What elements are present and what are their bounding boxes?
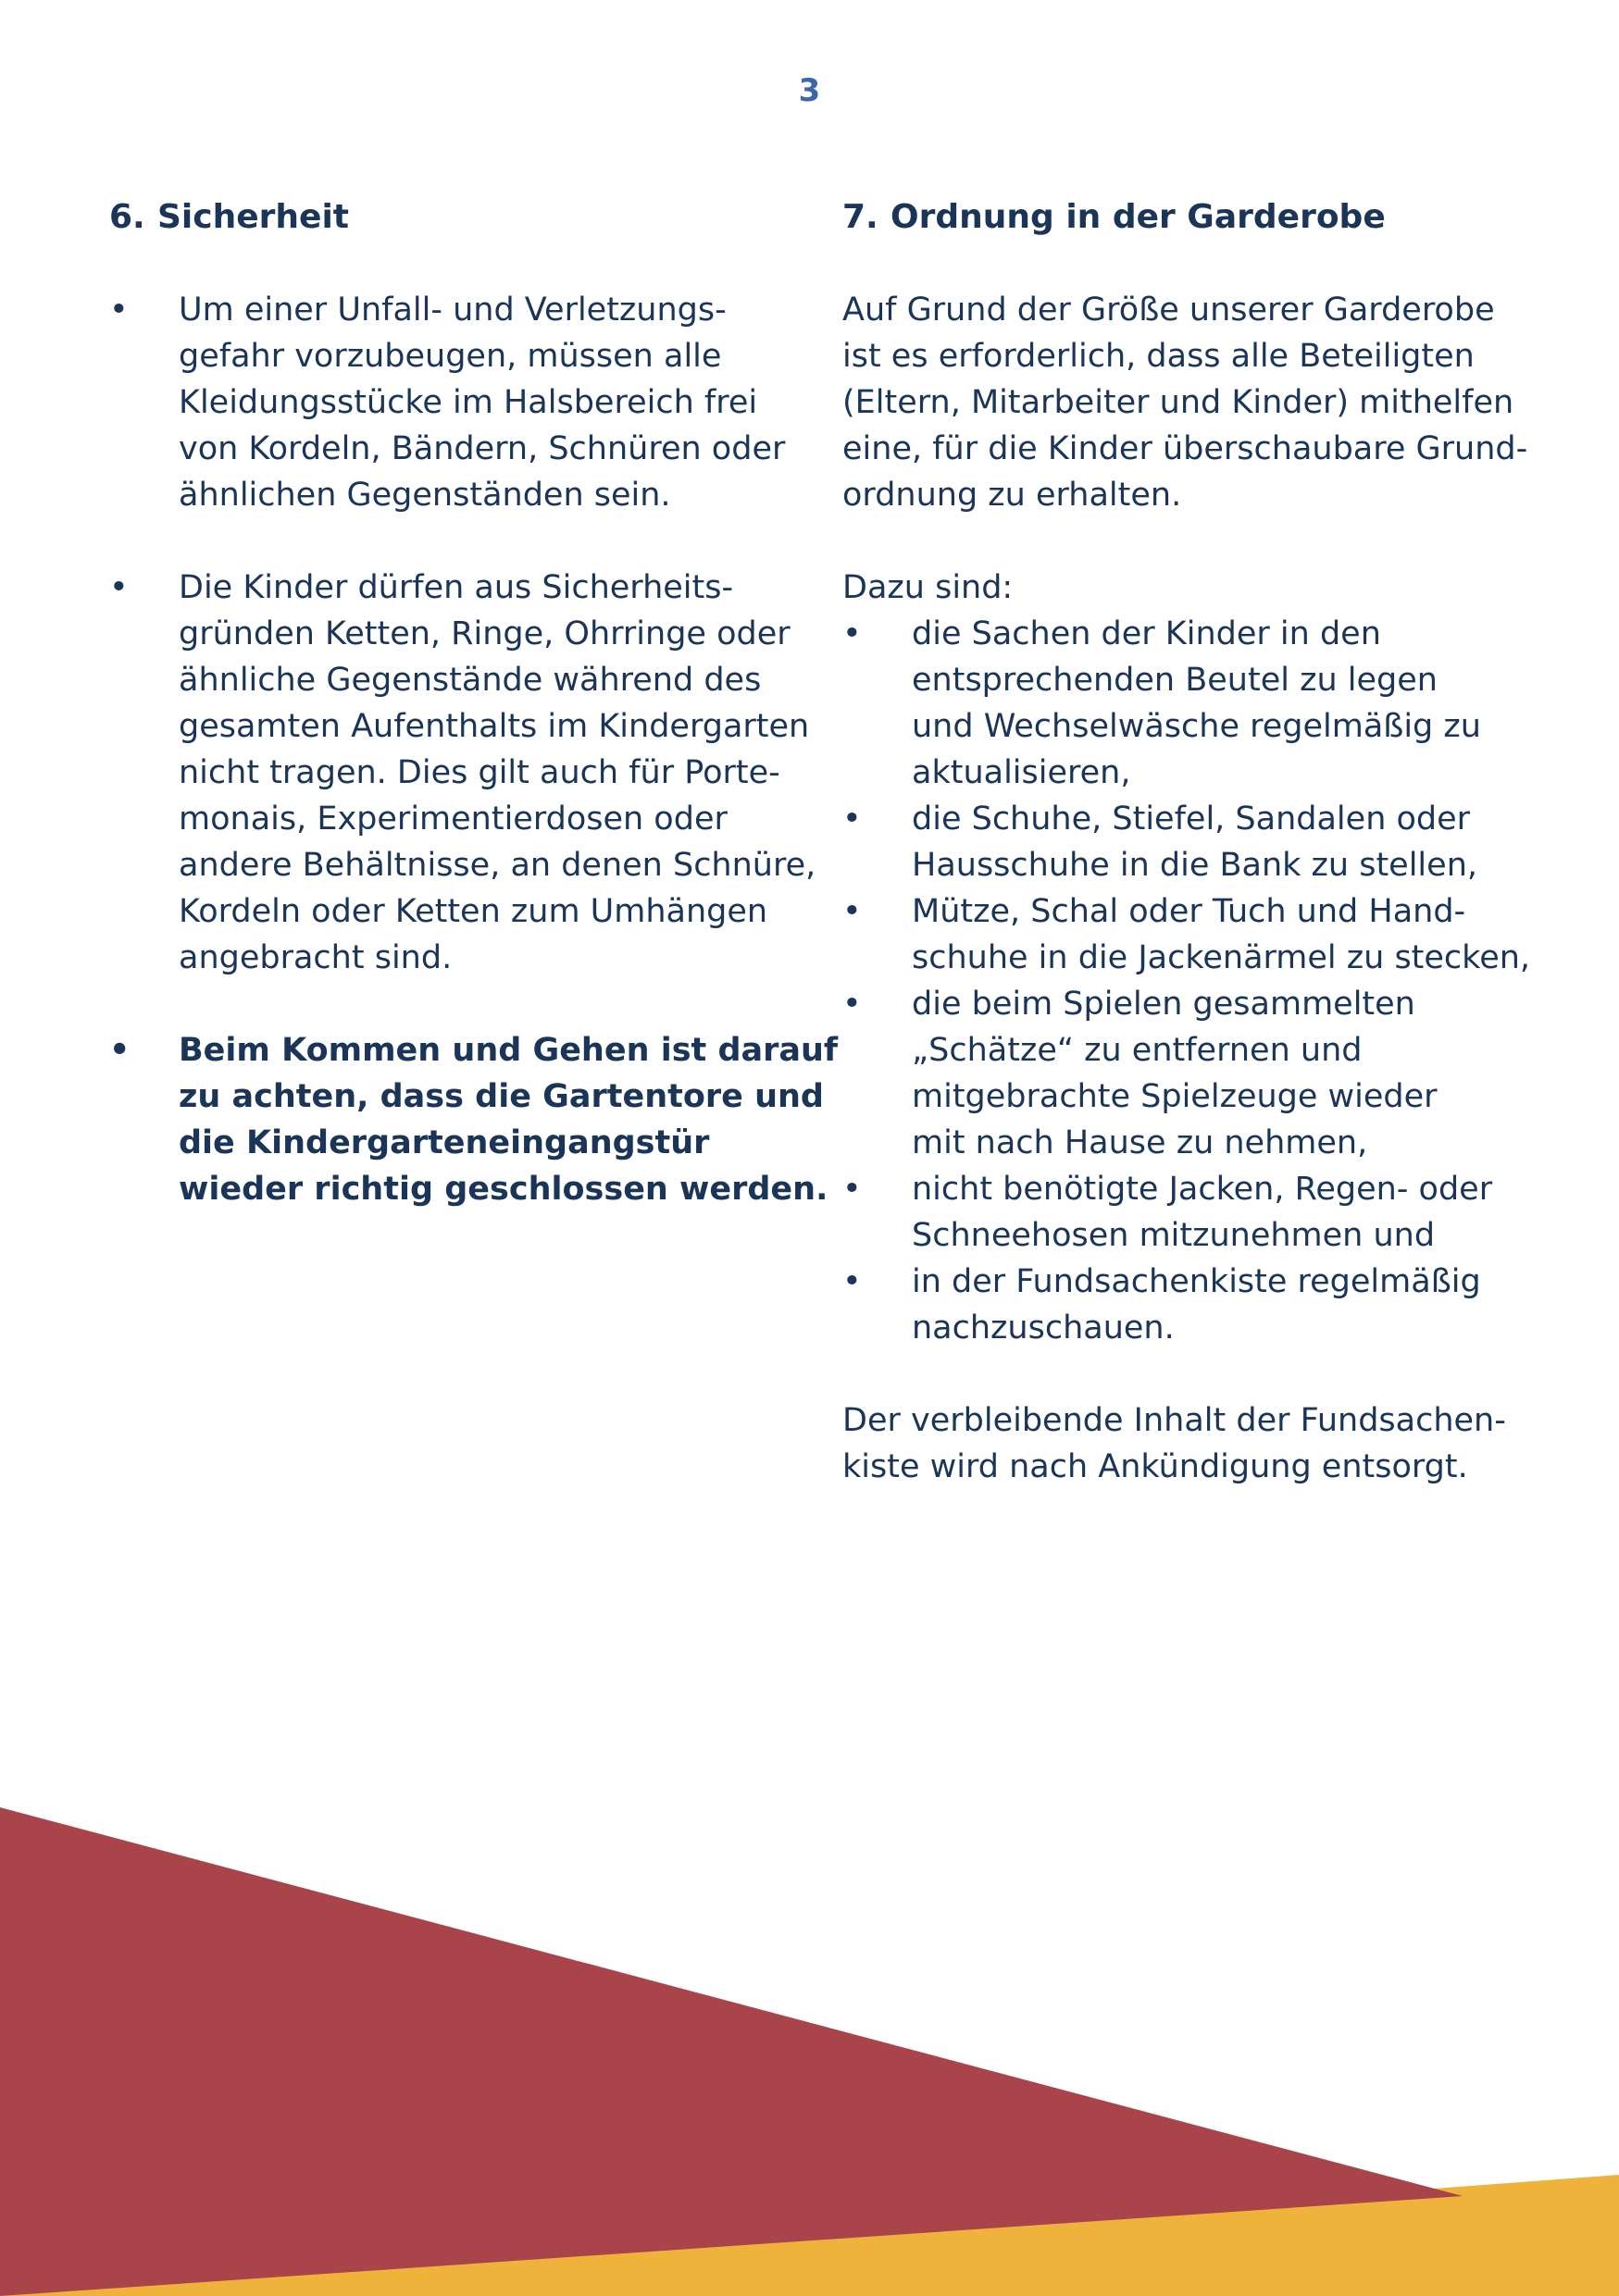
text-line: Die Kinder dürfen aus Sicherheits-	[179, 569, 734, 606]
section-sicherheit	[109, 194, 839, 1259]
text-line: die beim Spielen gesammelten	[912, 986, 1415, 1023]
text-line: monais, Experimentierdosen oder	[179, 800, 728, 838]
text-line: die Schuhe, Stiefel, Sandalen oder	[912, 800, 1471, 838]
bullet-icon: •	[109, 292, 129, 329]
list-item-emphasized	[109, 1027, 839, 1212]
text-line: entsprechenden Beutel zu legen	[912, 662, 1438, 699]
text-line: Auf Grund der Größe unserer Garderobe	[842, 292, 1495, 329]
list-intro	[842, 565, 1523, 611]
text-line: andere Behältnisse, an denen Schnüre,	[179, 847, 816, 884]
text-line: wieder richtig geschlossen werden.	[179, 1171, 828, 1208]
intro-paragraph	[842, 287, 1528, 518]
text-line: von Kordeln, Bändern, Schnüren oder	[179, 430, 786, 467]
list-item	[842, 611, 1523, 796]
text-line: gefahr vorzubeugen, müssen alle	[179, 338, 722, 375]
text-line: angebracht sind.	[179, 939, 453, 976]
yellow-triangle-shape	[0, 2175, 1619, 2296]
bullet-icon: •	[842, 615, 862, 652]
list-item	[842, 796, 1523, 888]
text-line: Hausschuhe in die Bank zu stellen,	[912, 847, 1477, 884]
text-line: „Schätze“ zu entfernen und	[912, 1032, 1363, 1069]
bullet-icon: •	[842, 1171, 862, 1208]
text-line: ähnliche Gegenstände während des	[179, 662, 762, 699]
list-item	[842, 1166, 1523, 1259]
bullet-icon: •	[842, 986, 862, 1023]
list-item	[842, 981, 1523, 1166]
text-line: mit nach Hause zu nehmen,	[912, 1124, 1368, 1161]
text-line: gesamten Aufenthalts im Kindergarten	[179, 708, 810, 745]
text-line: und Wechselwäsche regelmäßig zu	[912, 708, 1481, 745]
text-line: gründen Ketten, Ringe, Ohrringe oder	[179, 615, 791, 652]
text-line: ist es erforderlich, dass alle Beteiligten	[842, 338, 1475, 375]
bullet-icon: •	[109, 1032, 131, 1069]
heading-text: Sicherheit	[157, 198, 349, 236]
page-number: 3	[798, 72, 821, 109]
section-heading-sicherheit	[109, 194, 790, 241]
text-line: kiste wird nach Ankündigung entsorgt.	[842, 1448, 1468, 1485]
text-line: schuhe in die Jackenärmel zu stecken,	[912, 939, 1531, 976]
text-line: nicht tragen. Dies gilt auch für Porte-	[179, 754, 780, 791]
bullet-icon: •	[842, 893, 862, 930]
text-line: Beim Kommen und Gehen ist darauf	[179, 1032, 839, 1069]
text-line: eine, für die Kinder überschaubare Grund-	[842, 430, 1528, 467]
heading-text: Ordnung in der Garderobe	[890, 198, 1386, 236]
text-line: die Sachen der Kinder in den	[912, 615, 1381, 652]
heading-number: 7.	[842, 198, 878, 236]
closing-paragraph	[842, 1397, 1523, 1490]
bullet-icon: •	[109, 569, 129, 606]
red-triangle-shape	[0, 1807, 1463, 2296]
text-line: die Kindergarteneingangstür	[179, 1124, 710, 1161]
bullet-icon: •	[842, 1263, 862, 1300]
text-line: nachzuschauen.	[912, 1309, 1175, 1347]
list-item	[109, 287, 790, 518]
text-line: Dazu sind:	[842, 569, 1014, 606]
text-line: (Eltern, Mitarbeiter und Kinder) mithelfen	[842, 384, 1514, 421]
text-line: Kleidungsstücke im Halsbereich frei	[179, 384, 758, 421]
text-line: Kordeln oder Ketten zum Umhängen	[179, 893, 768, 930]
text-line: nicht benötigte Jacken, Regen- oder	[912, 1171, 1493, 1208]
text-line: Der verbleibende Inhalt der Fundsachen-	[842, 1402, 1506, 1439]
list-item	[842, 1259, 1523, 1351]
text-line: Mütze, Schal oder Tuch und Hand-	[912, 893, 1466, 930]
text-line: zu achten, dass die Gartentore und	[179, 1078, 824, 1115]
list-item	[109, 565, 816, 981]
section-heading-ordnung	[842, 194, 1523, 241]
text-line: ähnlichen Gegenständen sein.	[179, 477, 671, 514]
text-line: mitgebrachte Spielzeuge wieder	[912, 1078, 1438, 1115]
section-ordnung-garderobe	[842, 194, 1531, 1536]
text-line: ordnung zu erhalten.	[842, 477, 1182, 514]
list-item	[842, 888, 1531, 981]
bullet-icon: •	[842, 800, 862, 838]
text-line: Um einer Unfall- und Verletzungs-	[179, 292, 727, 329]
heading-number: 6.	[109, 198, 145, 236]
text-line: Schneehosen mitzunehmen und	[912, 1217, 1436, 1254]
text-line: aktualisieren,	[912, 754, 1131, 791]
text-line: in der Fundsachenkiste regelmäßig	[912, 1263, 1481, 1300]
